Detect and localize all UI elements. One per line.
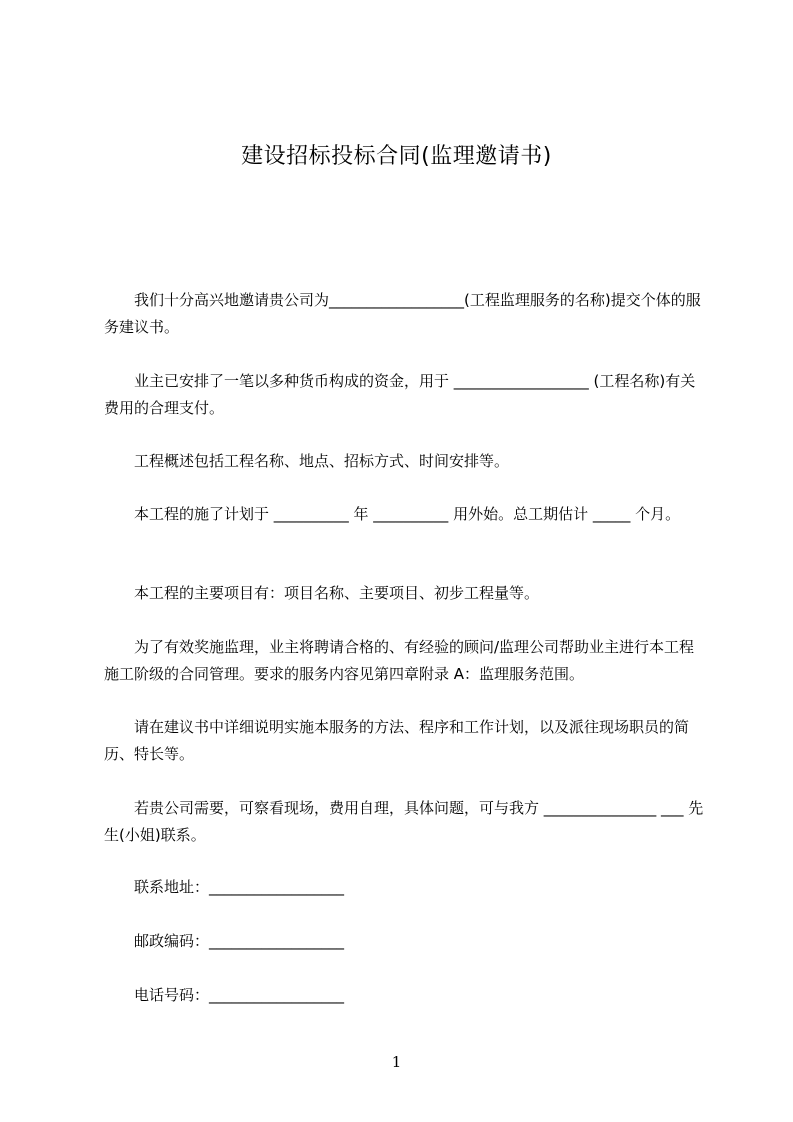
contact-postcode: 邮政编码：__________________ [134, 932, 345, 950]
paragraph-site-visit: 若贵公司需要，可察看现场，费用自理，具体问题，可与我方 _______________ ___ 先生(小姐)联系。 [104, 799, 704, 844]
paragraph-main-items: 本工程的主要项目有：项目名称、主要项目、初步工程量等。 [134, 584, 540, 602]
paragraph-proposal: 请在建议书中详细说明实施本服务的方法、程序和工作计划，以及派往现场职员的简历、特长等。 [104, 718, 690, 763]
paragraph-supervision: 为了有效奖施监理，业主将聘请合格的、有经验的顾问/监理公司帮助业主进行本工程施工阶级的合同管理。要求的服务内容见第四章附录 A：监理服务范围。 [104, 638, 695, 683]
contact-phone: 电话号码：__________________ [134, 986, 345, 1004]
document-title: 建设招标投标合同(监理邀请书) [241, 144, 552, 169]
paragraph-schedule: 本工程的施了计划于 __________ 年 __________ 用外始。总工期估计 _____ 个月。 [134, 505, 681, 523]
paragraph-overview: 工程概述包括工程名称、地点、招标方式、时间安排等。 [134, 452, 510, 470]
page-number: 1 [391, 1053, 402, 1071]
paragraph-invitation: 我们十分高兴地邀请贵公司为__________________(工程监理服务的名称)提交个体的服务建议书。 [104, 291, 701, 336]
contact-address: 联系地址：__________________ [134, 878, 345, 896]
paragraph-funding: 业主已安排了一笔以多种货币构成的资金，用于 __________________ (工程名称)有关费用的合理支付。 [104, 372, 696, 417]
